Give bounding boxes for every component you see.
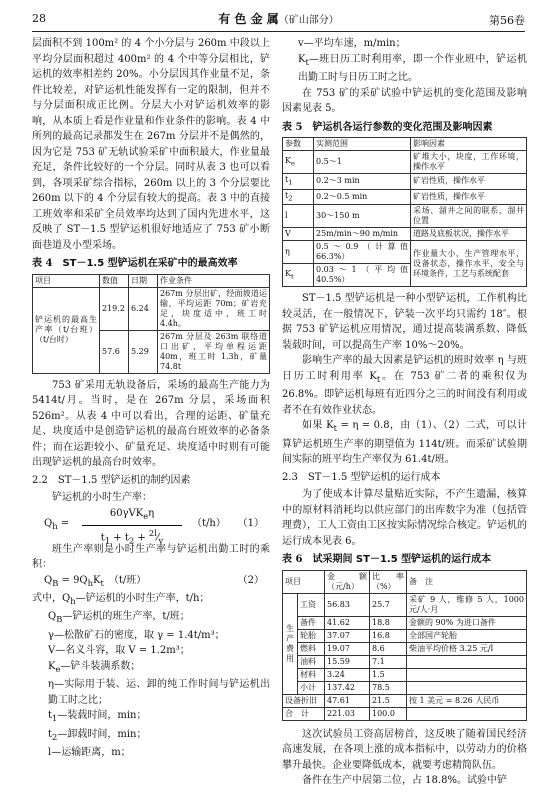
table6-amount: 37.07: [325, 629, 370, 642]
paragraph: 在 753 矿的采矿试验中铲运机的变化范围及影响因素见表 5。: [282, 87, 527, 114]
table6-item: 合 计: [283, 707, 325, 720]
definition-item: η—实际用于装、运、卸的纯工作时间与铲运机出勤工时之比；: [48, 679, 270, 706]
table6-item: 工资: [298, 593, 325, 616]
table6-percent: 25.7: [370, 593, 407, 616]
table6-note: [407, 668, 527, 681]
table5-param: $K_t$: [283, 264, 314, 287]
table6-percent: 8.6: [370, 642, 407, 655]
table5: [282, 137, 527, 287]
definition-item: $Q_B—$铲运机的班生产率，t/班；: [48, 611, 190, 624]
paragraph: 如果 $K_t = \eta = 0.8$，由（1）、（2）二式，可以计算铲运机班生产率的期望值为 114t/班。而采矿试验期间实际的班平均生产率仅为 61.4t/班。: [282, 420, 527, 466]
table6-caption: [282, 552, 527, 568]
table5-range: 0.2～0.5 min: [314, 189, 411, 205]
paragraph: ST－1.5 型铲运机是一种小型铲运机，工作机构比较灵活，在一般情况下，铲装一次平均只需约 18″。根据 753 矿铲运机应用情况，通过提高装满系数、降低装载时间，可以提高生产率 10%～20%。: [282, 293, 527, 351]
section-heading-2-2: 2.2 ST－1.5 型铲运机的制约因素: [32, 474, 191, 486]
table6-amount: 137.42: [325, 681, 370, 694]
table5-param: $t_2$: [283, 189, 314, 205]
eq1-unit: （t/h）: [192, 517, 226, 529]
definition-item: $t_2—$卸载时间，min；: [48, 728, 147, 742]
table6-header: 项目: [283, 570, 325, 593]
table-row: [283, 616, 527, 629]
table4-value: 219.2: [100, 287, 129, 330]
table6-percent: 1.5: [370, 668, 407, 681]
table6-item: 备件: [298, 616, 325, 629]
table4-row-label: 铲运机的最高生产率（t/台班）（t/台时）: [33, 287, 100, 373]
table4-condition: 267m 分层出矿，经面坡道运输，平均运距 70m；矿岩充足，块度适中，班工时 4.4h。: [158, 287, 270, 330]
table6-percent: 18.8: [370, 616, 407, 629]
table-row: [283, 174, 527, 190]
table6-percent: 78.5: [370, 681, 407, 694]
table6-note: [407, 655, 527, 668]
journal-title: [32, 10, 525, 27]
table6-percent: 7.1: [370, 655, 407, 668]
table6-amount: 47.61: [325, 694, 370, 707]
table5-header: 参数: [283, 138, 314, 151]
table5-header: 影响因素: [411, 138, 527, 151]
paragraph: 753 矿采用无轨设备后，采场的最高生产能力为 5414t/月。当时，是在 267m 分层，采场面积 526m²。从表 4 中可以看出，合理的运距、矿量充足、块度适中是创造铲运机的最高台班效率的必备条件；而在运距较小、矿量充足、块度适中时则有可能出现铲运机的最高台时效率。: [32, 379, 270, 468]
table4-header: 作业条件: [158, 274, 270, 287]
table5-factor: 作业量大小，生产管理水平，设备状态，操作水平，安全与环境条件，工艺与系统配套: [411, 241, 527, 287]
equation-2: [32, 573, 270, 591]
table6-group-label: 生产费用: [283, 593, 298, 694]
table5-range: 0.2～3 min: [314, 174, 411, 190]
table4-caption: [32, 256, 270, 272]
table6-header: 备 注: [407, 570, 527, 593]
definition-item: v—平均车速，m/min；: [298, 38, 406, 49]
table6-amount: 3.24: [325, 668, 370, 681]
table-row: [283, 593, 527, 616]
definition-item: 式中，$Q_h—$铲运机的小时生产率，t/h；: [32, 592, 210, 606]
eq1-numerator: 60γVK$_e$η: [82, 506, 182, 527]
table-row: [283, 707, 527, 720]
table4-header: 数值: [100, 274, 129, 287]
eq1-number: （1）: [237, 517, 264, 529]
table-row: [283, 151, 527, 174]
table-row: [283, 205, 527, 228]
paragraph: 铲运机的小时生产率：: [52, 492, 152, 503]
table6-amount: 19.07: [325, 642, 370, 655]
table6-item: 小计: [298, 681, 325, 694]
equation-1: [32, 506, 270, 546]
table6-note: [407, 707, 527, 720]
table-row: [283, 241, 527, 264]
table-row: [283, 668, 527, 681]
table5-range: 30～150 m: [314, 205, 411, 228]
table6-item: 轮胎: [298, 629, 325, 642]
table4-value: 57.6: [100, 330, 129, 373]
table5-range: 0.5～1: [314, 151, 411, 174]
table6-label: 表 6: [282, 554, 303, 566]
journal-subtitle: （矿山部分）: [278, 15, 339, 26]
table-row: [283, 189, 527, 205]
table6-item: 油料: [298, 655, 325, 668]
table-row: [283, 228, 527, 241]
table6-percent: 100.0: [370, 707, 407, 720]
table5-title: 铲运机各运行参数的变化范围及影响因素: [312, 121, 493, 133]
table6-percent: 16.8: [370, 629, 407, 642]
definition-item: γ—松散矿石的密度，取 γ = 1.4t/m³；: [48, 629, 225, 641]
table-row: [283, 694, 527, 707]
table5-label: 表 5: [282, 121, 303, 133]
paragraph: 这次试验员工资高居榜首，这反映了随着国民经济高速发展，在各项上涨的成本指标中，以劳动力的价格攀升最快。企业要降低成本，就要考虑精简队伍。: [282, 728, 527, 771]
table5-range: 0.03～1（平均值 40.5%）: [314, 264, 411, 287]
symbol-definitions: [282, 36, 527, 86]
table4-date: 5.29: [129, 330, 158, 373]
table6-note: 按 1 美元 = 8.26 人民币: [407, 694, 527, 707]
right-column: [282, 36, 527, 789]
table6-amount: 221.03: [325, 707, 370, 720]
table6-amount: 56.83: [325, 593, 370, 616]
table6-amount: 41.62: [325, 616, 370, 629]
table6-item: 材料: [298, 668, 325, 681]
table5-param: l: [283, 205, 314, 228]
eq2-number: （2）: [237, 574, 264, 586]
table5-param: $t_1$: [283, 174, 314, 190]
table6-amount: 15.59: [325, 655, 370, 668]
volume-label: 第56卷: [489, 14, 525, 27]
table6-percent: 21.5: [370, 694, 407, 707]
table4-date: 6.24: [129, 287, 158, 330]
eq2-lhs: $Q_B = 9Q_hK_t$ （t/班）: [44, 574, 147, 588]
definition-item: $t_1—$装载时间，min；: [48, 710, 147, 723]
table-row: [283, 629, 527, 642]
table5-factor: 矿岩性质，操作水平: [411, 189, 527, 205]
table4-condition: 267m 分层及 263m 联络道口出矿，平均单程运距 40m，班工时 1.3h，矿量 74.8t: [158, 330, 270, 373]
section-heading-2-3: 2.3 ST－1.5 型铲运机的运行成本: [282, 471, 441, 483]
definition-item: V—名义斗容，取 V = 1.2m³；: [48, 645, 190, 656]
journal-name: 有 色 金 属: [218, 12, 279, 26]
table5-param: V: [283, 228, 314, 241]
eq1-fraction: [82, 506, 182, 549]
definition-item: l—运输距离，m；: [48, 747, 131, 758]
table5-factor: 矿堆大小，块度，工作环境，操作水平: [411, 151, 527, 174]
table4-label: 表 4: [32, 258, 53, 269]
symbol-definitions: [32, 591, 270, 761]
table5-param: $K_e$: [283, 151, 314, 174]
table4-header: 项目: [33, 274, 100, 287]
table6-header: 比率（%）: [370, 570, 407, 593]
table6-header: 金额（元/h）: [325, 570, 370, 593]
table-row: [283, 655, 527, 668]
eq1-denominator: $t_1 + t_2$ + $^{2l}⁄_v$: [100, 528, 164, 546]
table-row: [33, 287, 270, 330]
table5-caption: [282, 120, 527, 136]
table5-header: 实测范围: [314, 138, 411, 151]
definition-item: $K_t—$班日历工时利用率，即一个作业班中，铲运机出勤工时与日历工时之比。: [298, 53, 527, 83]
table6-item: 设备折旧: [283, 694, 325, 707]
table5-range: 25m/min～90 m/min: [314, 228, 411, 241]
paragraph: 影响生产率的最大因素是铲运机的班时效率 η 与班日历工时利用率 $K_t$。在 753 矿二者的乘积仅为 26.8%。即铲运机每班有近四分之三的时间没有利用或者不在有效作业状态。: [282, 355, 527, 416]
eq1-lhs: $Q_h$ =: [44, 517, 70, 531]
header-rule: [32, 31, 525, 32]
table6-item: 燃料: [298, 642, 325, 655]
table5-range: 0.5～0.9（计算值 66.3%）: [314, 241, 411, 264]
table5-factor: 采场、溜井之间的联系，溜井位置: [411, 205, 527, 228]
table6-note: [407, 681, 527, 694]
table5-factor: 矿岩性质，操作水平: [411, 174, 527, 190]
paragraph: 为了使成本计算尽量贴近实际，不产生遗漏，核算中的原材料消耗均以供应部门的出库数字为准（包括管理费），工人工资由工区按实际情况综合核定。铲运机的运行成本见表 6。: [282, 489, 527, 547]
table5-factor: 道路及底板状况，操作水平: [411, 228, 527, 241]
table4: [32, 274, 270, 374]
table-row: [283, 681, 527, 694]
paragraph: 班生产率则是小时生产率与铲运机出勤工时的乘积：: [32, 543, 270, 570]
table4-title: ST－1.5 型铲运机在采矿中的最高效率: [62, 258, 238, 269]
page-number: 28: [32, 12, 46, 25]
table6-note: 金额的 90% 为进口备件: [407, 616, 527, 629]
table6: [282, 570, 527, 721]
paragraph: 备件在生产中居第二位，占 18.8%。试验中铲: [302, 775, 507, 787]
table6-note: 柴油平均价格 3.25 元/l: [407, 642, 527, 655]
table4-header: 日期: [129, 274, 158, 287]
table6-note: 采矿 9 人，维修 5 人，1000元/人·月: [407, 593, 527, 616]
left-column: [32, 36, 270, 761]
table6-note: 全部国产轮胎: [407, 629, 527, 642]
paragraph: 层面积不到 100m² 的 4 个小分层与 260m 中段以上平均分层面积超过 400m² 的 4 个中等分层相比，铲运机的效率相差约 20%。小分层因其作业量不足，条件比较差，对铲运机性能发挥有一定的限制，但并不与分层面积成正比例。分层大小对铲运机效率的影响，从本质上看是作业量和作业条件的影响。表 4 中所列的最高记录都发生在 267m 分层并不是偶然的，因为它是 753 矿无轨试验采矿中面积最大，作业量最充足，条件比较好的一个分层。同时从表 3 也可以看到，各项采矿综合指标，260m 以上的 3 个分层要比 260m 以下的 4 个分层有较大的提高。表 3 中的直接工班效率和采矿全员效率均达到了国内先进水平，这反映了 ST－1.5 型铲运机很好地适应了 753 矿小断面巷道及小型采场。: [32, 38, 270, 251]
page-header: [32, 8, 525, 30]
table6-title: 试采期间 ST－1.5 型铲运机的运行成本: [312, 554, 492, 566]
definition-item: $K_e—$铲斗装满系数；: [48, 660, 141, 674]
table-row: [283, 642, 527, 655]
table5-param: η: [283, 241, 314, 264]
